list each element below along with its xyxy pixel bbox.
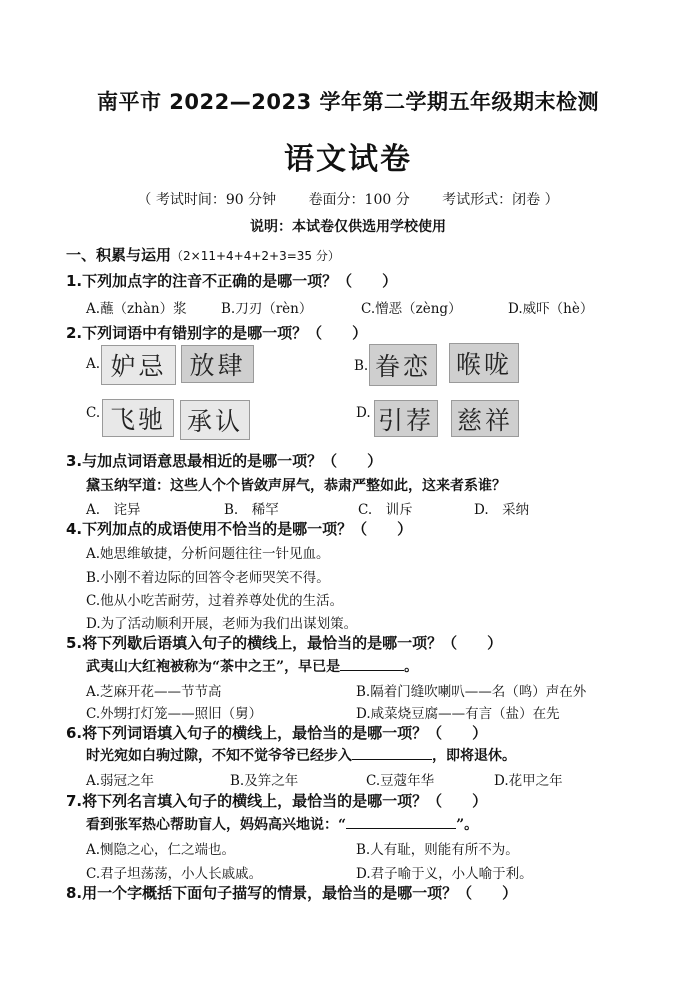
q7-option-a: A.恻隐之心，仁之端也。	[86, 842, 236, 858]
q2-word-b2: 喉咙	[449, 343, 519, 383]
exam-form: 考试形式：闭卷 ）	[442, 192, 559, 208]
exam-time: （ 考试时间：90 分钟	[137, 192, 277, 208]
q4-option-d: D.为了活动顺利开展，老师为我们出谋划策。	[86, 616, 358, 632]
q3-sentence: 黛玉纳罕道：这些人个个皆敛声屏气，恭肃严整如此，这来者系谁？	[86, 478, 506, 494]
q6-sentence	[86, 745, 516, 765]
question-1-stem: 1.下列加点字的注音不正确的是哪一项？（ ）	[66, 272, 398, 290]
section-heading	[66, 244, 340, 265]
exam-info	[0, 189, 696, 209]
section-title: 一、积累与运用	[66, 246, 172, 264]
question-7-stem: 7.将下列名言填入句子的横线上，最恰当的是哪一项？（ ）	[66, 792, 488, 810]
exam-title: 南平市 2022—2023 学年第二学期五年级期末检测	[96, 90, 599, 114]
q5-option-a: A.芝麻开花——节节高	[86, 684, 222, 700]
q2-word-a2: 放肆	[181, 345, 254, 383]
q6-sentence-end: ，即将退休。	[432, 748, 516, 764]
q7-sentence	[86, 814, 478, 834]
question-4-stem: 4.下列加点的成语使用不恰当的是哪一项？（ ）	[66, 520, 413, 538]
question-2-stem: 2.下列词语中有错别字的是哪一项？（ ）	[66, 324, 368, 342]
q6-blank	[352, 758, 432, 760]
q5-sentence	[86, 656, 418, 676]
q5-option-b: B.隔着门缝吹喇叭——名（鸣）声在外	[356, 684, 587, 700]
q2-label-c: C.	[86, 405, 101, 421]
q1-option-b: B.刀刃（rèn）	[221, 301, 313, 317]
q2-word-d2: 慈祥	[451, 400, 519, 437]
q2-word-b1: 眷恋	[369, 344, 437, 386]
question-3-stem: 3.与加点词语意思最相近的是哪一项？（ ）	[66, 452, 383, 470]
section-score: （2×11+4+4+2+3=35 分）	[171, 249, 340, 263]
q3-option-b: B. 稀罕	[224, 502, 279, 518]
question-5-stem: 5.将下列歇后语填入句子的横线上，最恰当的是哪一项？（ ）	[66, 634, 503, 652]
q1-option-d: D.威吓（hè）	[508, 301, 594, 317]
q7-option-b: B.人有耻，则能有所不为。	[356, 842, 519, 858]
q7-sentence-text: 看到张军热心帮助盲人，妈妈高兴地说：“	[86, 817, 347, 833]
q4-option-c: C.他从小吃苦耐劳，过着养尊处优的生活。	[86, 593, 344, 609]
q6-sentence-text: 时光宛如白驹过隙，不知不觉爷爷已经步入	[86, 748, 352, 764]
q2-word-d1: 引荐	[374, 400, 438, 437]
q6-option-b: B.及笄之年	[230, 773, 299, 789]
q2-word-c1: 飞驰	[102, 399, 174, 437]
q2-label-a: A.	[86, 356, 101, 372]
paper-subtitle: 语文试卷	[284, 142, 412, 177]
q2-label-b: B.	[354, 358, 369, 374]
q3-option-d: D. 采纳	[474, 502, 530, 518]
q7-blank	[346, 827, 456, 829]
q3-option-a: A. 诧异	[86, 502, 141, 518]
q2-word-a1: 妒忌	[101, 345, 176, 385]
q4-option-a: A.她思维敏捷，分析问题往往一针见血。	[86, 546, 330, 562]
q5-sentence-text: 武夷山大红袍被称为“茶中之王”，早已是	[86, 659, 341, 675]
exam-note: 说明：本试卷仅供选用学校使用	[250, 219, 446, 235]
question-6-stem: 6.将下列词语填入句子的横线上，最恰当的是哪一项？（ ）	[66, 724, 488, 742]
q4-option-b: B.小刚不着边际的回答令老师哭笑不得。	[86, 570, 330, 586]
question-8-stem: 8.用一个字概括下面句子描写的情景，最恰当的是哪一项？（ ）	[66, 884, 518, 902]
q1-option-a: A.蘸（zhàn）浆	[86, 301, 187, 317]
q5-blank	[340, 669, 404, 671]
q6-option-c: C.豆蔻年华	[366, 773, 435, 789]
q5-option-d: D.咸菜烧豆腐——有言（盐）在先	[356, 706, 560, 722]
q6-option-a: A.弱冠之年	[86, 773, 155, 789]
q5-option-c: C.外甥打灯笼——照旧（舅）	[86, 706, 263, 722]
q2-label-d: D.	[356, 405, 371, 421]
q7-sentence-end: ”。	[456, 817, 479, 833]
q3-option-c: C. 训斥	[358, 502, 413, 518]
exam-score: 卷面分：100 分	[308, 192, 410, 208]
q1-option-c: C.憎恶（zèng）	[361, 301, 462, 317]
q7-option-c: C.君子坦荡荡，小人长戚戚。	[86, 866, 263, 882]
q2-word-c2: 承认	[180, 400, 250, 440]
q6-option-d: D.花甲之年	[494, 773, 563, 789]
q5-sentence-end: 。	[404, 659, 419, 675]
q7-option-d: D.君子喻于义，小人喻于利。	[356, 866, 533, 882]
